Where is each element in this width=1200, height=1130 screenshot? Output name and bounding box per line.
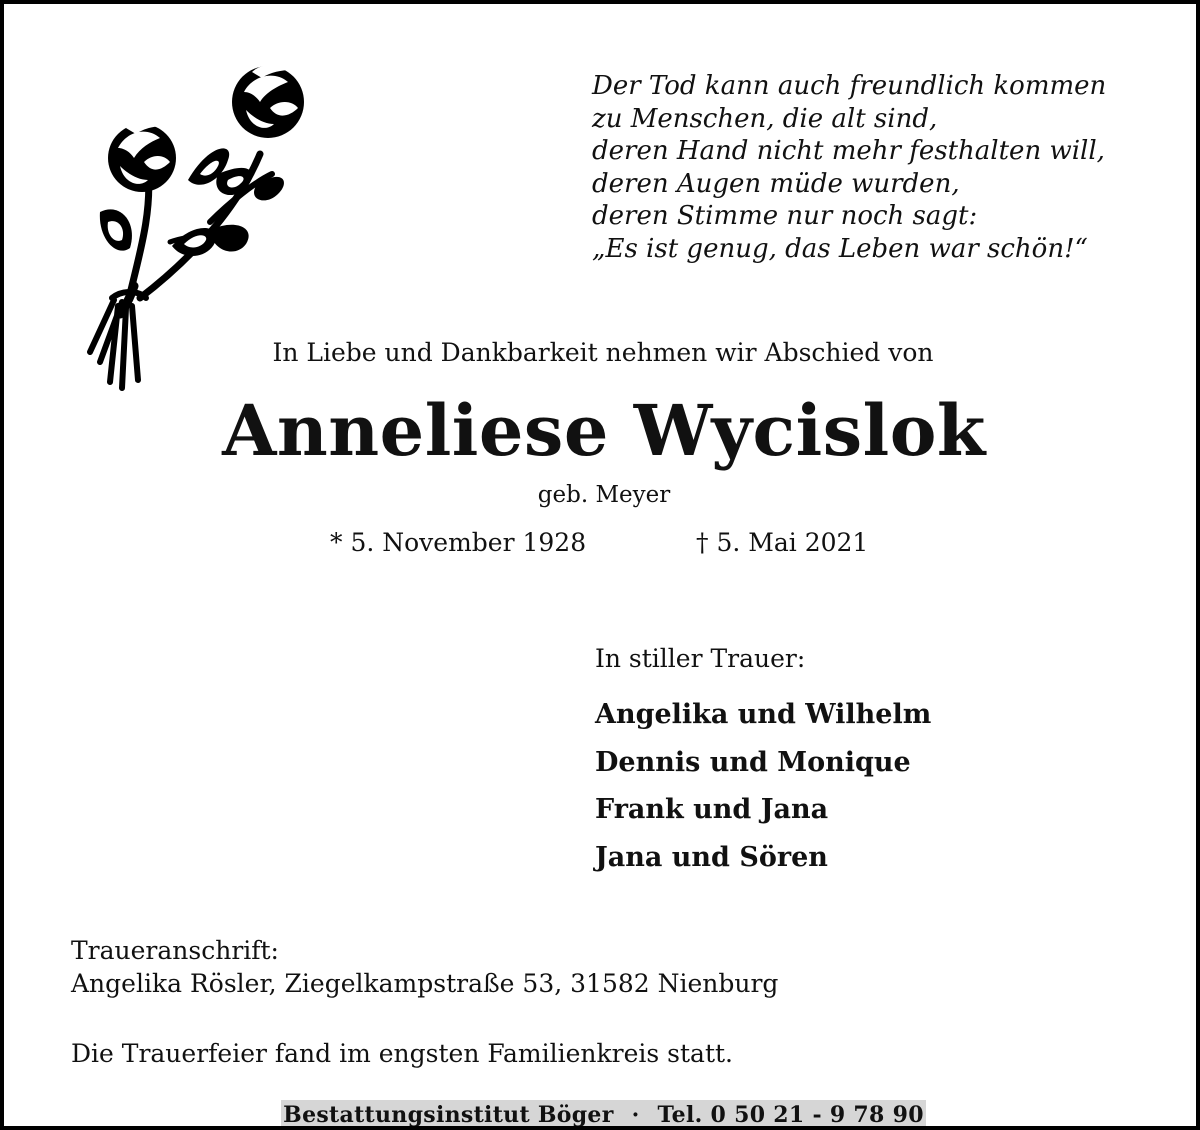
mourner-name: Jana und Sören — [595, 841, 828, 873]
address-line: Angelika Rösler, Ziegelkampstraße 53, 31582 Nienburg — [71, 969, 779, 998]
deceased-name: Anneliese Wycislok — [222, 389, 986, 472]
mourning-address — [71, 934, 778, 1000]
poem-line: Der Tod kann auch freundlich kommen — [592, 71, 1107, 101]
address-label: Traueranschrift: — [71, 936, 279, 965]
poem-line: deren Stimme nur noch sagt: — [592, 201, 978, 231]
funeral-home-name: Bestattungsinstitut Böger — [283, 1102, 614, 1128]
funeral-home-phone: Tel. 0 50 21 - 9 78 90 — [657, 1102, 924, 1128]
birth-date: * 5. November 1928 — [330, 528, 587, 557]
funeral-home-footer — [281, 1100, 926, 1130]
birth-name: geb. Meyer — [537, 482, 671, 508]
mourners-list — [595, 698, 931, 888]
poem-line: „Es ist genug, das Leben war schön!“ — [592, 233, 1088, 264]
poem-line: zu Menschen, die alt sind, — [592, 103, 938, 134]
mourning-label: In stiller Trauer: — [595, 644, 806, 673]
mourner-name: Angelika und Wilhelm — [595, 699, 932, 730]
poem — [592, 70, 1182, 265]
intro-text: In Liebe und Dankbarkeit nehmen wir Abschied von — [272, 338, 934, 367]
footer-separator: · — [631, 1102, 640, 1128]
death-date: † 5. Mai 2021 — [696, 528, 869, 557]
mourner-name: Dennis und Monique — [595, 746, 911, 778]
ceremony-note: Die Trauerfeier fand im engsten Familienkreis statt. — [71, 1039, 733, 1068]
poem-line: deren Augen müde wurden, — [592, 168, 960, 199]
mourner-name: Frank und Jana — [595, 794, 829, 825]
poem-line: deren Hand nicht mehr festhalten will, — [592, 136, 1105, 166]
